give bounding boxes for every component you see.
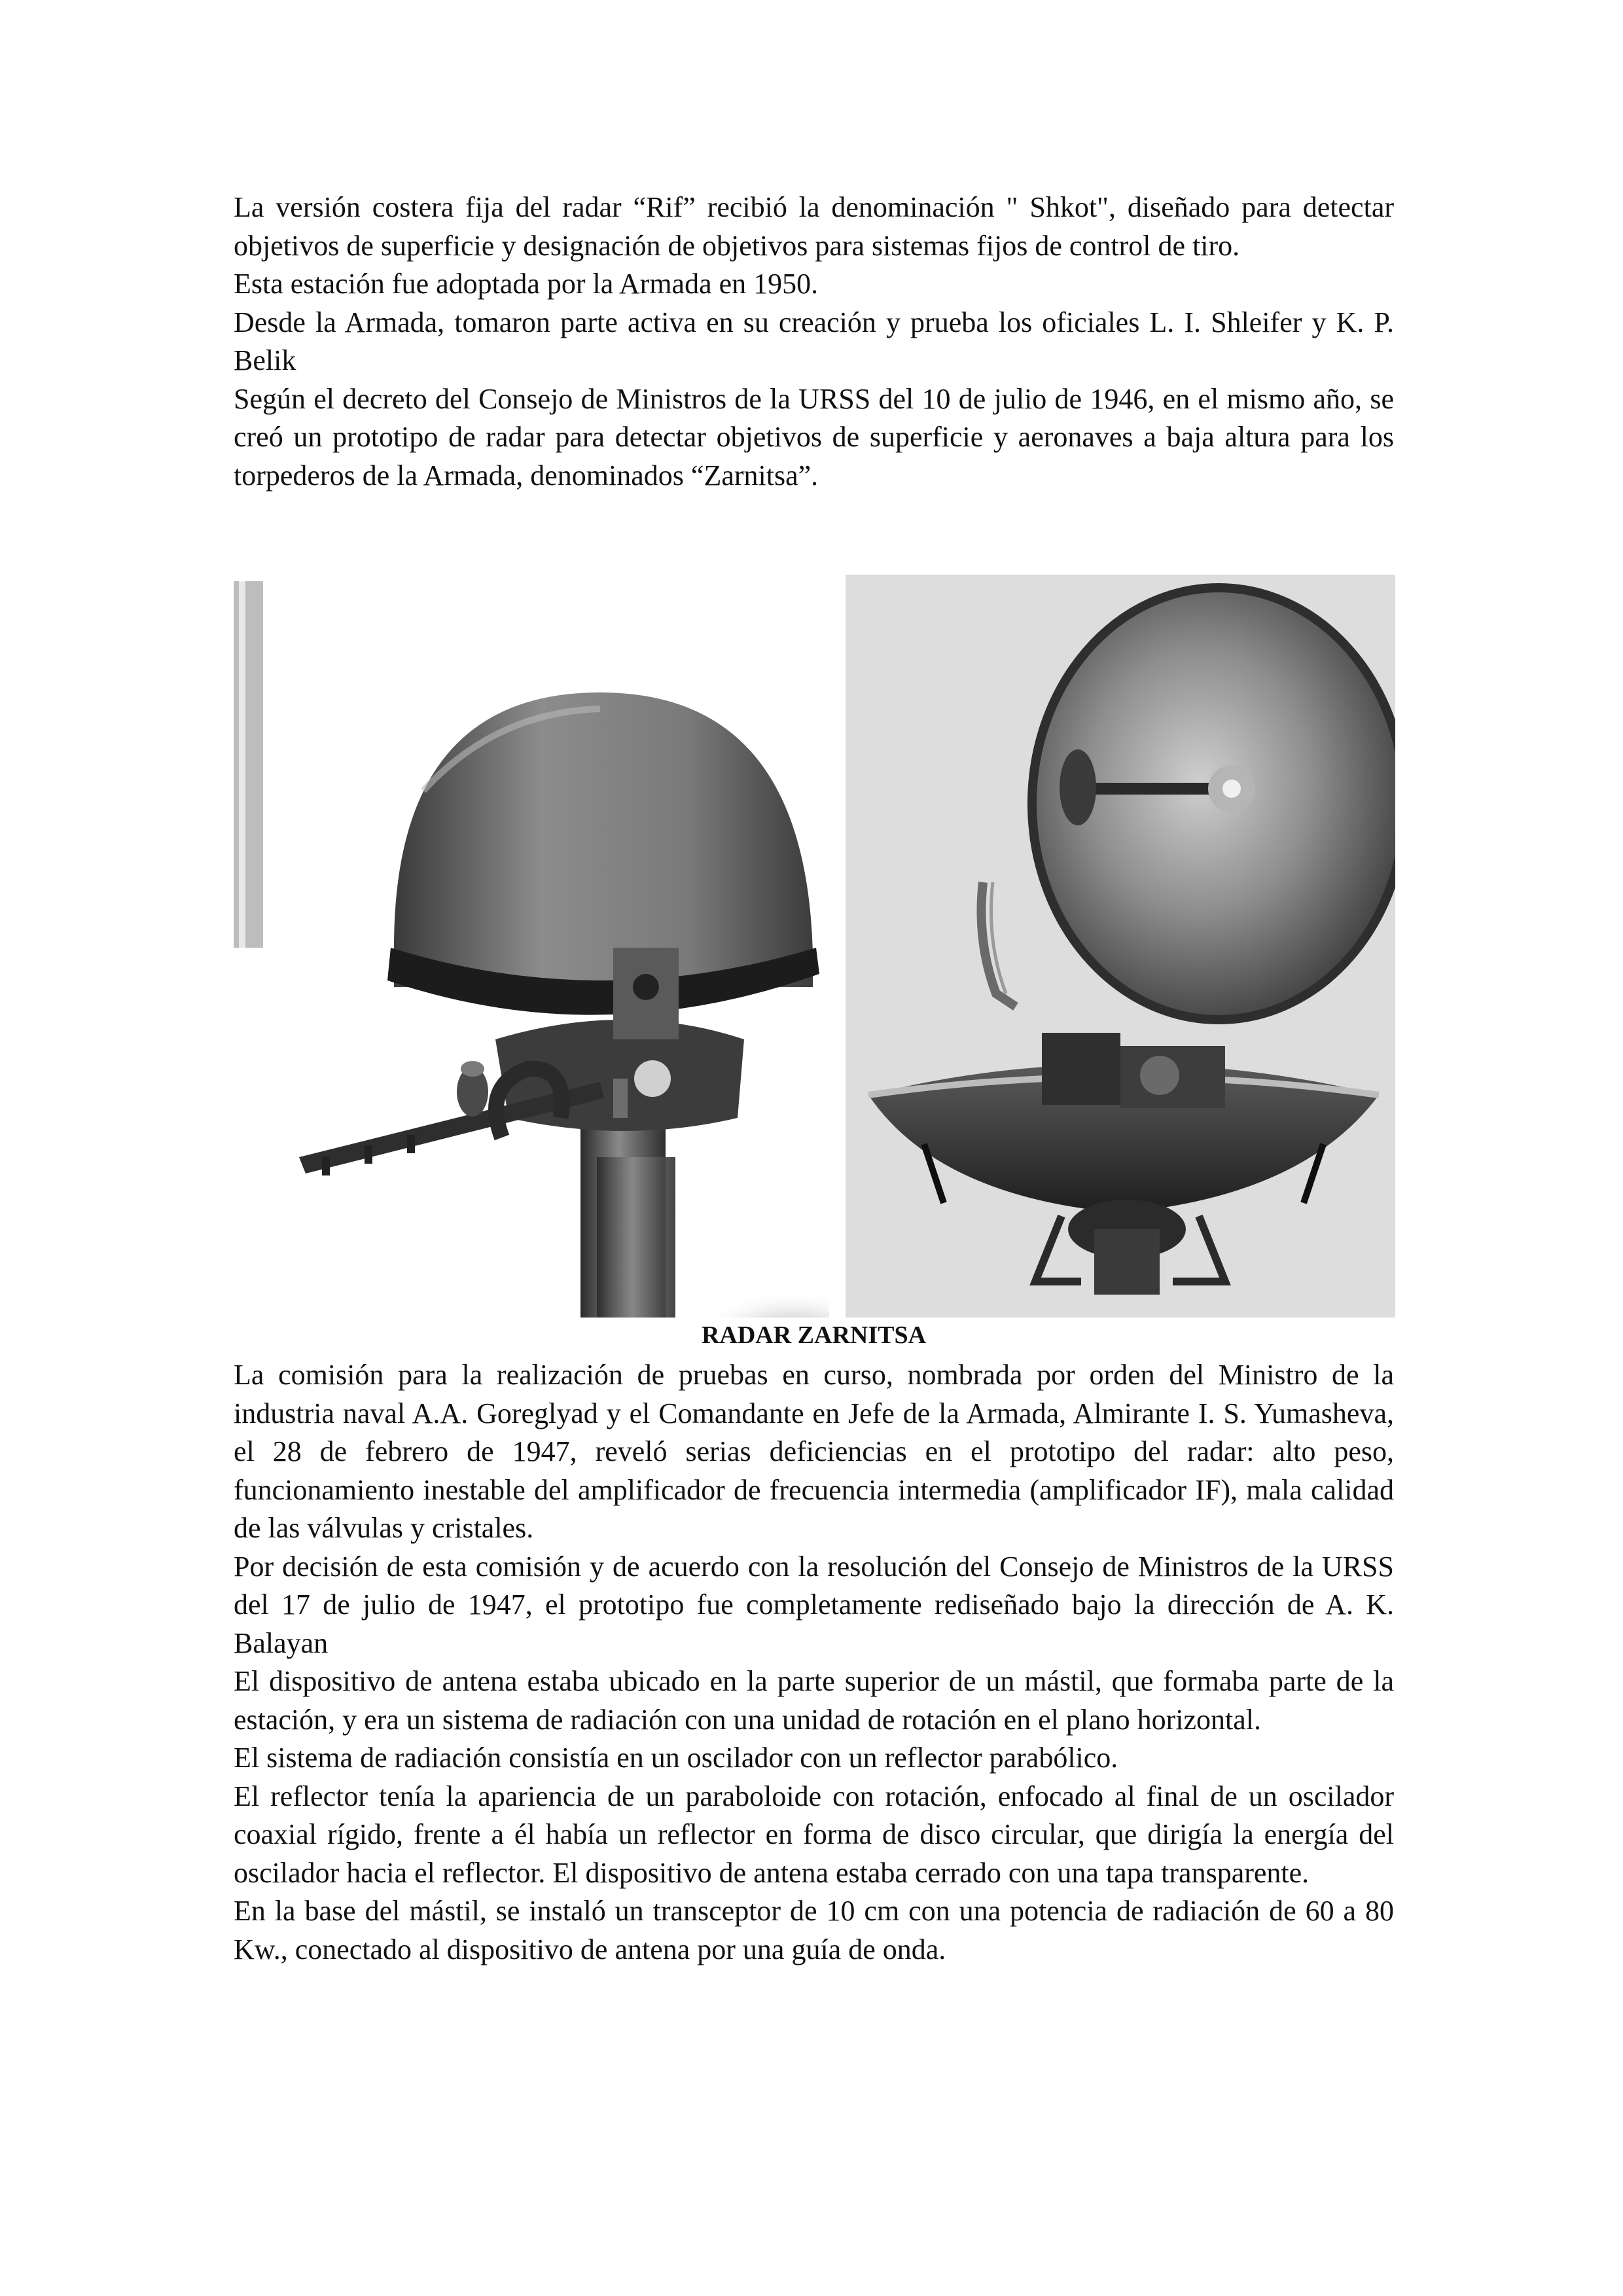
top-text-block [234,188,1394,495]
paragraph-redesign: Por decisión de esta comisión y de acuerdo con la resolución del Consejo de Ministros de la URSS del 17 de julio de 1947, el prototipo fue completamente rediseñado bajo la dirección de A. K. Balayan [234,1550,1394,1659]
paragraph-decree: Según el decreto del Consejo de Ministros de la URSS del 10 de julio de 1946, en el mismo año, se creó un prototipo de radar para detectar objetivos de superficie y aeronaves a baja altura para los torpederos de la Armada, denominados “Zarnitsa”. [234,382,1394,492]
paragraph-adoption: Esta estación fue adoptada por la Armada en 1950. [234,268,819,300]
paragraph-commission: La comisión para la realización de pruebas en curso, nombrada por orden del Ministro de la industria naval A.A. Goreglyad y el Comandante en Jefe de la Armada, Almirante I. S. Yumasheva, el 28 de febrero de 1947, reveló serias deficiencias en el prototipo del radar: alto peso, funcionamiento inestable del amplificador de frecuencia intermedia (amplificador IF), mala calidad de las válvulas y cristales. [234,1359,1394,1544]
radar-dome-photo [234,581,829,1318]
paragraph-reflector: El reflector tenía la apariencia de un paraboloide con rotación, enfocado al final de un oscilador coaxial rígido, frente a él había un reflector en forma de disco circular, que dirigía la energía del oscilador hacia el reflector. El dispositivo de antena estaba cerrado con una tapa transparente. [234,1780,1394,1889]
paragraph-antenna: El dispositivo de antena estaba ubicado en la parte superior de un mástil, que formaba parte de la estación, y era un sistema de radiación con una unidad de rotación en el plano horizontal. [234,1665,1394,1736]
radar-reflector-photo [846,575,1395,1318]
paragraph-radiation-system: El sistema de radiación consistía en un oscilador con un reflector parabólico. [234,1742,1118,1774]
paragraph-transceiver: En la base del mástil, se instaló un transceptor de 10 cm con una potencia de radiación de 60 a 80 Kw., conectado al dispositivo de antena por una guía de onda. [234,1895,1394,1965]
figure-caption: RADAR ZARNITSA [701,1321,927,1349]
paragraph-officers: Desde la Armada, tomaron parte activa en su creación y prueba los oficiales L. I. Shleifer y K. P. Belik [234,306,1394,376]
paragraph-shkot: La versión costera fija del radar “Rif” recibió la denominación " Shkot", diseñado para detectar objetivos de superficie y designación de objetivos para sistemas fijos de control de tiro. [234,191,1394,262]
bottom-text-block [234,1356,1394,1969]
